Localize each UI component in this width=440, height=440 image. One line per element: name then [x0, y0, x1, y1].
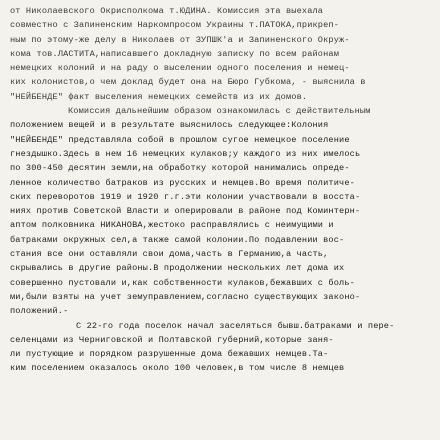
text-line-22: положений.-: [10, 306, 69, 317]
text-line-8: Комиссия дальнейшим образом ознакомилась с действительным: [68, 106, 371, 117]
text-line-16: аптом полковника НИКАНОВА,жестоко расправлялись с неимущими и: [10, 220, 334, 231]
text-line-18: стания все они оставляли свои дома,часть в Германию,а часть,: [10, 249, 329, 260]
text-line-15: ниях против Советской Власти и оперировали в районе под Коминтерн-: [10, 206, 361, 217]
text-line-25: ли пустующие и порядком разрушенные дома бежавших немцев.Та-: [10, 349, 329, 360]
text-line-13: ленное количество батраков из русских и немцев.Во время политиче-: [10, 177, 355, 188]
text-line-6: ких колонистов,о чем доклад будет она на Бюро Губкома, - выяснила в: [10, 77, 366, 88]
text-line-23: С 22-го года поселок начал заселяться бывш.батраками и пере-: [76, 320, 395, 331]
text-line-3: ным по этому-же делу в Николаев от ЗУПШК'а и Запиненского Окруж-: [10, 34, 350, 45]
text-line-5: немецких колоний и на раду о выселении одного поселения и немец-: [10, 63, 350, 74]
text-line-19: скрывались в другие районы.В продолжении нескольких лет дома их: [10, 263, 345, 274]
text-line-14: ских переворотов 1919 и 1920 г.г.эти колонии участвовали в восста-: [10, 191, 361, 202]
text-line-1: от Николаевского Окрисполкома т.ЮДИНА. Комиссия эта выехала: [10, 6, 324, 16]
text-line-7: "НЕЙБЕНДЕ" факт выселения немецких семейств из их домов.: [10, 91, 308, 102]
text-line-20: совершенно пустовали и,как собственности кулаков,бежавших с боль-: [10, 277, 355, 288]
text-line-26: ким поселением оказалось около 100 человек,в том числе 8 немцев: [10, 363, 345, 374]
text-line-9: положением вещей и в результате выяснилось следующее:Колония: [10, 120, 329, 131]
text-line-10: "НЕЙБЕНДЕ" представляла собой в прошлом сугое немецкое поселение: [10, 134, 350, 145]
text-line-21: ми,были взяты на учет земуправлением,согласно существующих законо-: [10, 291, 361, 302]
text-line-24: селенцами из Черниговской и Полтавской губерний,которые заня-: [10, 334, 334, 345]
text-line-12: по 300-450 десятин земли,на обработку которой нанимались опреде-: [10, 163, 350, 174]
text-line-4: кома тов.ЛАСТИТА,написавшего докладную записку по всем районам: [10, 48, 340, 59]
text-line-11: гнездышко.Здесь в нем 16 немецких кулаков;у каждого из них имелось: [10, 148, 361, 159]
text-line-2: совместно с Запиненским Наркомпросом Украины т.ПАТОКА,прикреп-: [10, 20, 340, 31]
text-line-17: батраками окружных сел,а также самой колонии.По подавлении вос-: [10, 234, 345, 245]
